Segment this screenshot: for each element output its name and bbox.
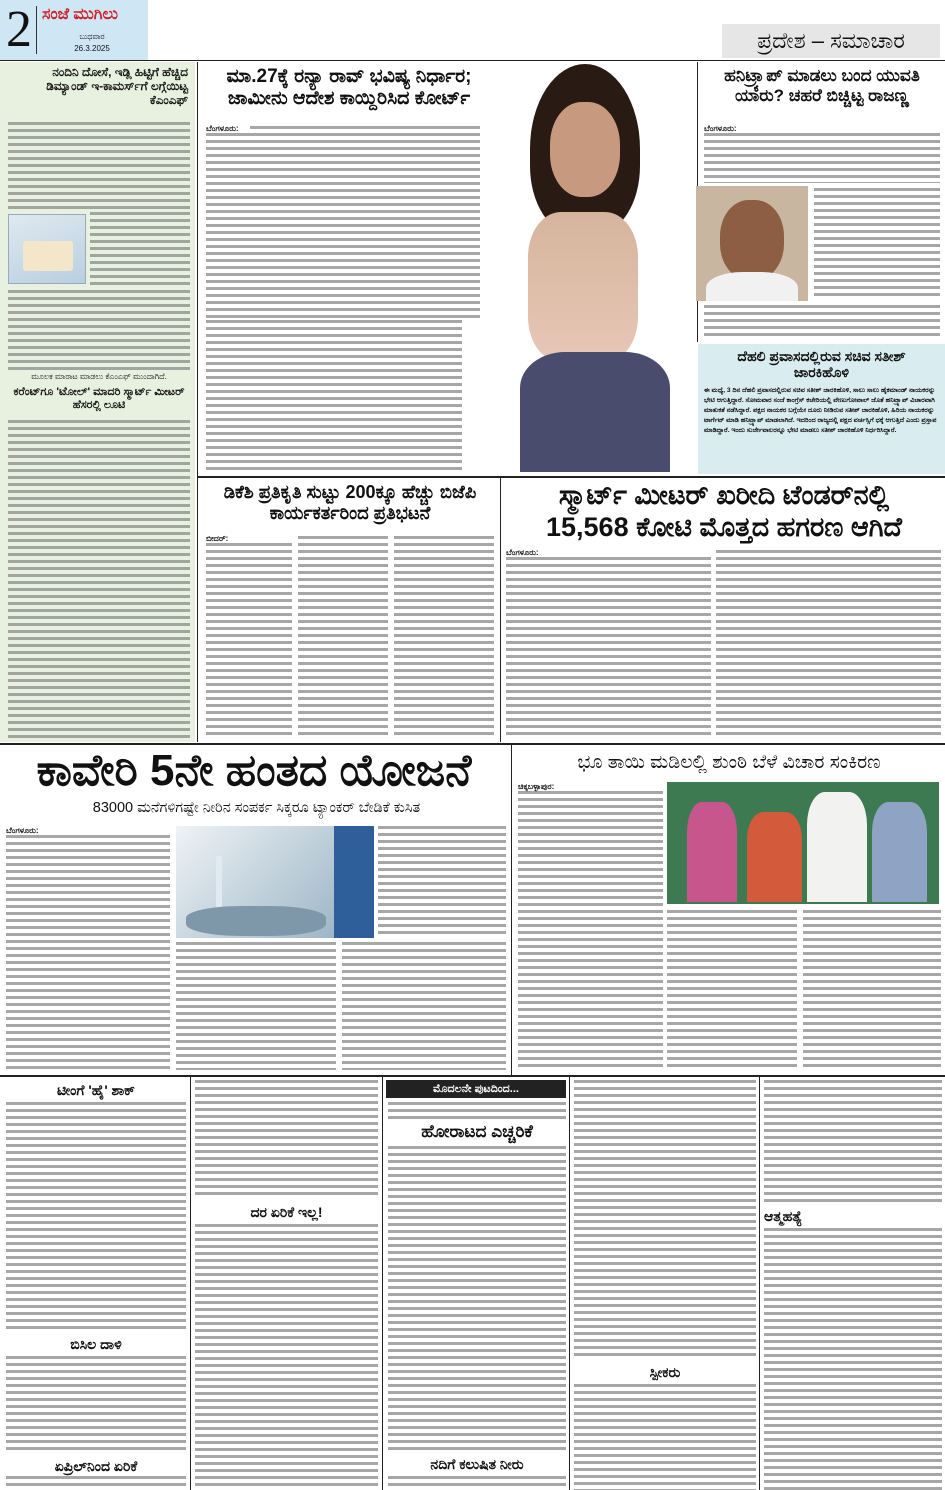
honeytrap-body: [704, 133, 940, 183]
continued-banner: ಮೊದಲನೇ ಪುಟದಿಂದ...: [386, 1080, 566, 1098]
team-shock-body: [6, 1102, 186, 1332]
speaker-body: [574, 1384, 756, 1490]
col4-body: [574, 1080, 756, 1360]
nadi-body: [388, 1476, 566, 1490]
column-rule: [500, 478, 501, 742]
speaker-headline: ಸ್ಪೀಕರು: [649, 1364, 681, 1380]
rajanna-photo: [696, 186, 808, 301]
dara-headline: ದರ ಏರಿಕೆ ಇಲ್ಲ!: [250, 1204, 323, 1220]
kaveri-headline: ಕಾವೇರಿ 5ನೇ ಹಂತದ ಯೋಜನೆ: [36, 746, 472, 795]
nadi-headline: ನದಿಗೆ ಕಲುಷಿತ ನೀರು: [430, 1456, 524, 1472]
dks-body: [206, 543, 292, 738]
water-tap-photo: [176, 826, 334, 938]
smart-meter-body: [716, 550, 941, 737]
kaveri-body: [342, 942, 506, 1070]
smart-meter-body: [506, 557, 711, 737]
satish-snippet: ಈ ಮಧ್ಯೆ, 3 ದಿನ ದೆಹಲಿ ಪ್ರವಾಸದಲ್ಲಿರುವ ಸಚಿವ ಸತೀಶ್ ಜಾರಕಿಹೊಳಿ, ಸಾಲು ಸಾಲು ಹೈಕಮಾಂಡ್ ನಾಯಕರನ್ನು ಭೇಟಿ ಆಗುತ್ತಿದ್ದಾರೆ. ಸೋಮವಾರ ಸಂಜೆ ಕಾಂಗ್ರೆಸ್ ಕಚೇರಿಯಲ್ಲಿ ವೇಣುಗೋಪಾಲ್ ಜೊತೆ ಹನಿಟ್ರ್ಯಾಪ್ ವಿಚಾರವಾಗಿ ಮಾತುಕತೆ ನಡೆಸಿದ್ದಾರೆ. ಪಕ್ಷದ ನಾಯಕರ ಬಗ್ಗೆಯೇ ದೂರು ನೀಡಿರುವ ಸತೀಶ್ ಜಾರಕಿಹೊಳಿ, ಹಿರಿಯ ನಾಯಕರನ್ನು ಟಾರ್ಗೆಟ್ ಮಾಡಿ ಹನಿಟ್ರ್ಯಾಪ್ ಮಾಡಲಾಗಿದೆ. ಇದರಿಂದ ರಾಜ್ಯದಲ್ಲಿ ಪಕ್ಷದ ವರ್ಚಸ್ಸಿಗೆ ಧಕ್ಕೆ ಆಗುತ್ತಿದೆ ಎಂದು ಪ್ರಸ್ತಾಪ ಮಾಡಿದ್ದಾರೆ. ಇಂದು ಸುರ್ಜೇವಾಲರನ್ನೂ ಭೇಟಿ ಮಾಡಲು ಸತೀಶ್ ಜಾರಕಿಹೊಳಿ ನಿರ್ಧರಿಸಿದ್ದಾರೆ.: [704, 387, 937, 434]
kaveri-body: [176, 942, 336, 1070]
column-rule: [511, 745, 512, 1075]
section-rule: [0, 1075, 945, 1077]
meter-loot-headline: ಕರೆಂಟ್‌ಗೂ 'ಟೋಲ್' ಮಾದರಿ ಸ್ಮಾರ್ಟ್ ಮೀಟರ್ ಹೆಸರಲ್ಲಿ ಲೂಟಿ: [13, 386, 185, 411]
bisila-body: [6, 1356, 186, 1454]
april-body: [6, 1476, 186, 1490]
honeytrap-headline: ಹನಿಟ್ರ್ಯಾಪ್ ಮಾಡಲು ಬಂದ ಯುವತಿ ಯಾರು? ಚಹರೆ ಬಿಚ್ಚಿಟ್ಟ ರಾಜಣ್ಣ: [724, 66, 920, 105]
dosa-snippet: ಮೂಲಕ ಮಾರಾಟ ಮಾಡಲು ಕೆಎಂಎಫ್ ಮುಂದಾಗಿದೆ.: [31, 372, 167, 381]
dosa-packet-image: [8, 214, 86, 284]
col5-body: [764, 1080, 942, 1205]
kaveri-dateline: ಬೆಂಗಳೂರು:: [6, 826, 39, 835]
dks-body: [298, 536, 388, 738]
masthead-divider: [36, 6, 37, 54]
ranya-photo: [470, 62, 695, 474]
satish-box: [698, 344, 945, 474]
section-rule: [0, 743, 945, 745]
horata-body: [388, 1146, 566, 1451]
dks-dateline: ಬೀದರ್:: [206, 534, 229, 543]
section-label: ಪ್ರದೇಶ – ಸಮಾಚಾರ: [722, 24, 940, 58]
seminar-photo: [667, 782, 939, 904]
kaveri-subhead: 83000 ಮನೆಗಳಿಗಷ್ಟೇ ನೀರಿನ ಸಂಪರ್ಕ ಸಿಕ್ಕರೂ ಟ್ಯಾಂಕರ್ ಬೇಡಿಕೆ ಕುಸಿತ: [92, 800, 421, 816]
honeytrap-body: [814, 188, 940, 300]
suicide-headline: ಆತ್ಮಹತ್ಯೆ: [764, 1208, 803, 1224]
ranya-headline: ಮಾ.27ಕ್ಕೆ ರನ್ಯಾ ರಾವ್ ಭವಿಷ್ಯ ನಿರ್ಧಾರ; ಜಾಮೀನು ಆದೇಶ ಕಾಯ್ದಿರಿಸಿದ ಕೋರ್ಟ್: [226, 66, 472, 109]
dks-headline: ಡಿಕೆಶಿ ಪ್ರತಿಕೃತಿ ಸುಟ್ಟು 200ಕ್ಕೂ ಹೆಚ್ಚು ಬಿಜೆಪಿ ಕಾರ್ಯಕರ್ತರಿಂದ ಪ್ರತಿಭಟನೆ: [223, 482, 477, 523]
kaveri-body: [378, 826, 506, 938]
suicide-body: [764, 1228, 942, 1490]
smart-meter-dateline: ಬೆಂಗಳೂರು:: [506, 548, 539, 557]
dara-body: [195, 1224, 378, 1490]
ranya-dateline: ಬೆಂಗಳೂರು:: [206, 124, 239, 133]
masthead: [0, 0, 148, 60]
bhootayi-body: [518, 791, 663, 1071]
honeytrap-body: [704, 305, 940, 339]
meter-loot-body: [8, 420, 190, 738]
paper-logo: ಸಂಜೆ ಮುಗಿಲು: [42, 6, 118, 23]
column-rule: [382, 1077, 383, 1490]
team-shock-headline: ಟೀಂಗೆ 'ಹೈ' ಶಾಕ್: [56, 1082, 135, 1098]
honeytrap-dateline: ಬೆಂಗಳೂರು:: [704, 124, 737, 133]
date-label: 26.3.2025: [74, 44, 110, 53]
col2-body: [195, 1080, 378, 1198]
smart-meter-headline-2: 15,568 ಕೋಟಿ ಮೊತ್ತದ ಹಗರಣ ಆಗಿದೆ: [546, 512, 902, 542]
bhootayi-body: [667, 910, 797, 1070]
column-rule: [197, 62, 198, 742]
satish-headline: ದೆಹಲಿ ಪ್ರವಾಸದಲ್ಲಿರುವ ಸಚಿವ ಸತೀಶ್ ಜಾರಕಿಹೊಳಿ: [737, 348, 906, 381]
day-label: ಬುಧವಾರ: [79, 32, 105, 41]
ranya-body: [250, 126, 480, 132]
ranya-body: [206, 320, 462, 470]
water-plant-photo: [334, 826, 374, 938]
ranya-body: [206, 133, 480, 318]
bhootayi-dateline: ಚಿಕ್ಕಬಳ್ಳಾಪುರ:: [518, 782, 555, 791]
page-number: 2: [6, 1, 32, 58]
bisila-headline: ಬಿಸಿಲ ದಾಳಿ: [70, 1336, 122, 1352]
kaveri-body: [6, 835, 170, 1070]
dosa-body: [8, 290, 190, 370]
column-rule: [759, 1077, 760, 1490]
dosa-body: [8, 122, 190, 212]
column-rule: [190, 1077, 191, 1490]
section-rule: [198, 476, 945, 478]
april-headline: ಏಪ್ರಿಲ್‌ನಿಂದ ಏರಿಕೆ: [54, 1458, 138, 1474]
dosa-headline: ನಂದಿನಿ ದೋಸೆ, ಇಡ್ಲಿ ಹಿಟ್ಟಿಗೆ ಹೆಚ್ಚಿದ ಡಿಮ್ಯಾಂಡ್ ಇ-ಕಾಮರ್ಸ್‌ಗೆ ಲಗ್ಗೆಯಿಟ್ಟ ಕೆಎಂಎಫ್: [46, 65, 188, 107]
horata-headline: ಹೋರಾಟದ ಎಚ್ಚರಿಕೆ: [421, 1122, 533, 1141]
column-rule: [569, 1077, 570, 1490]
dosa-body: [90, 212, 190, 287]
smart-meter-headline-1: ಸ್ಮಾರ್ಟ್ ಮೀಟರ್ ಖರೀದಿ ಟೆಂಡರ್‌ನಲ್ಲಿ: [558, 480, 890, 510]
dks-body: [394, 536, 494, 738]
top-rule: [0, 60, 945, 61]
col3-body: [388, 1102, 566, 1122]
bhootayi-headline: ಭೂ ತಾಯಿ ಮಡಿಲಲ್ಲಿ ಶುಂಠಿ ಬೆಳೆ ವಿಚಾರ ಸಂಕಿರಣ: [577, 752, 881, 773]
bhootayi-body: [803, 910, 941, 1070]
